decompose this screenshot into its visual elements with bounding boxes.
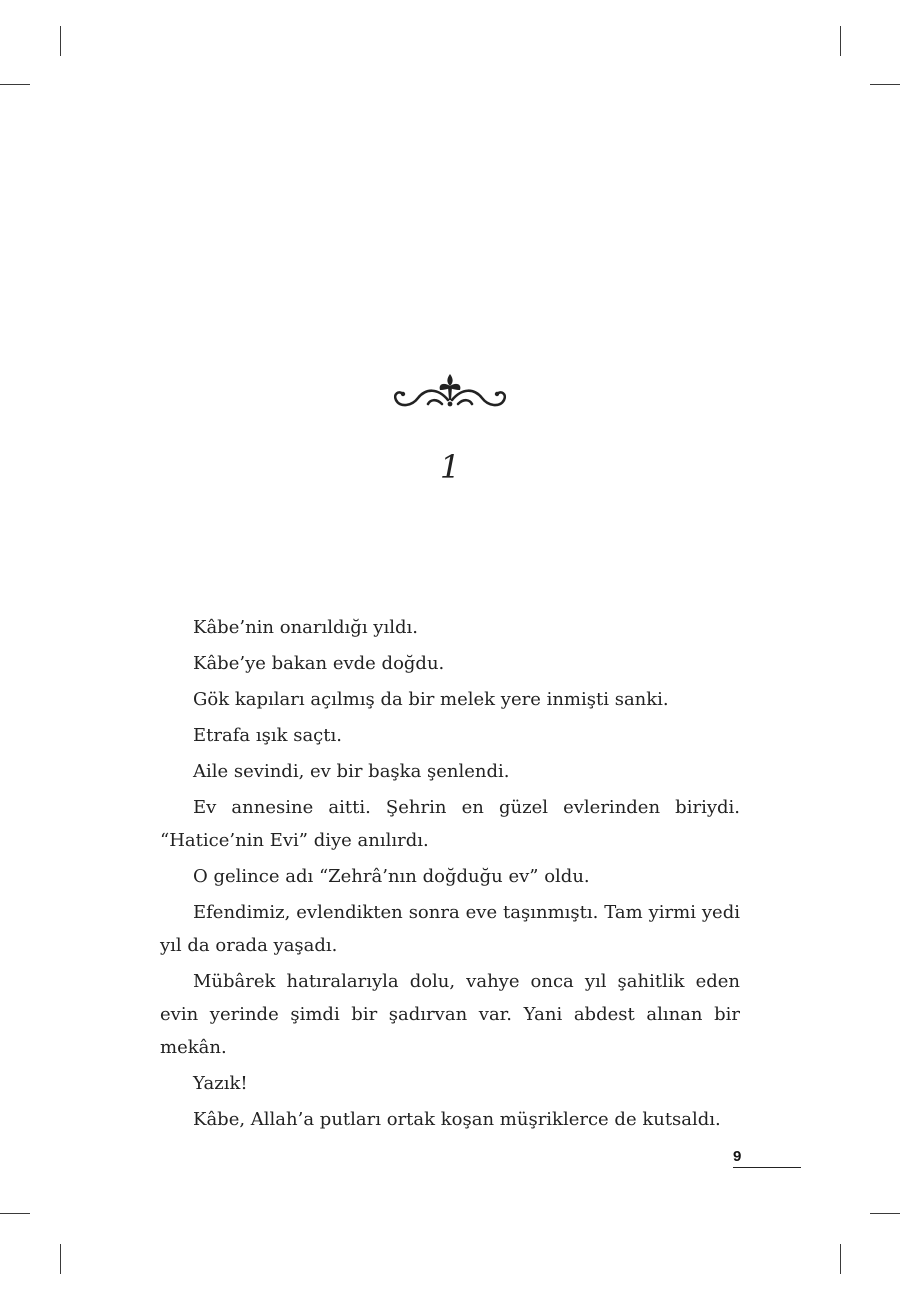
paragraph: Kâbe’ye bakan evde doğdu. [193, 653, 445, 674]
paragraph: Efendimiz, evlendikten sonra eve taşınmıştı. Tam yirmi yedi yıl da orada yaşadı. [160, 902, 740, 956]
paragraph: Aile sevindi, ev bir başka şenlendi. [193, 761, 510, 782]
crop-mark-bottom-right-vertical [840, 1244, 841, 1274]
paragraph: Etrafa ışık saçtı. [193, 725, 342, 746]
crop-mark-top-left-horizontal [0, 84, 30, 85]
paragraph: O gelince adı “Zehrâ’nın doğduğu ev” oldu. [193, 866, 590, 887]
page-number: 9 [733, 1148, 742, 1165]
paragraph: Kâbe, Allah’a putları ortak koşan müşriklerce de kutsaldı. [193, 1109, 721, 1130]
page-number-rule [733, 1167, 801, 1168]
body-text [160, 611, 740, 1139]
crop-mark-bottom-left-horizontal [0, 1213, 30, 1214]
crop-mark-top-right-vertical [840, 26, 841, 56]
paragraph: Ev annesine aitti. Şehrin en güzel evlerinden biriydi. “Hatice’nin Evi” diye anılırdı. [160, 797, 740, 851]
paragraph: Mübârek hatıralarıyla dolu, vahye onca yıl şahitlik eden evin yerinde şimdi bir şadırvan var. Yani abdest alınan bir mekân. [160, 971, 740, 1058]
paragraph: Yazık! [193, 1073, 248, 1094]
page-footer [733, 1148, 801, 1166]
paragraph: Gök kapıları açılmış da bir melek yere inmişti sanki. [193, 689, 669, 710]
chapter-number: 1 [439, 448, 461, 486]
fleuron-ornament-icon [390, 370, 510, 412]
crop-mark-top-left-vertical [60, 26, 61, 56]
paragraph: Kâbe’nin onarıldığı yıldı. [193, 617, 418, 638]
crop-mark-bottom-right-horizontal [870, 1213, 900, 1214]
crop-mark-bottom-left-vertical [60, 1244, 61, 1274]
crop-mark-top-right-horizontal [870, 84, 900, 85]
